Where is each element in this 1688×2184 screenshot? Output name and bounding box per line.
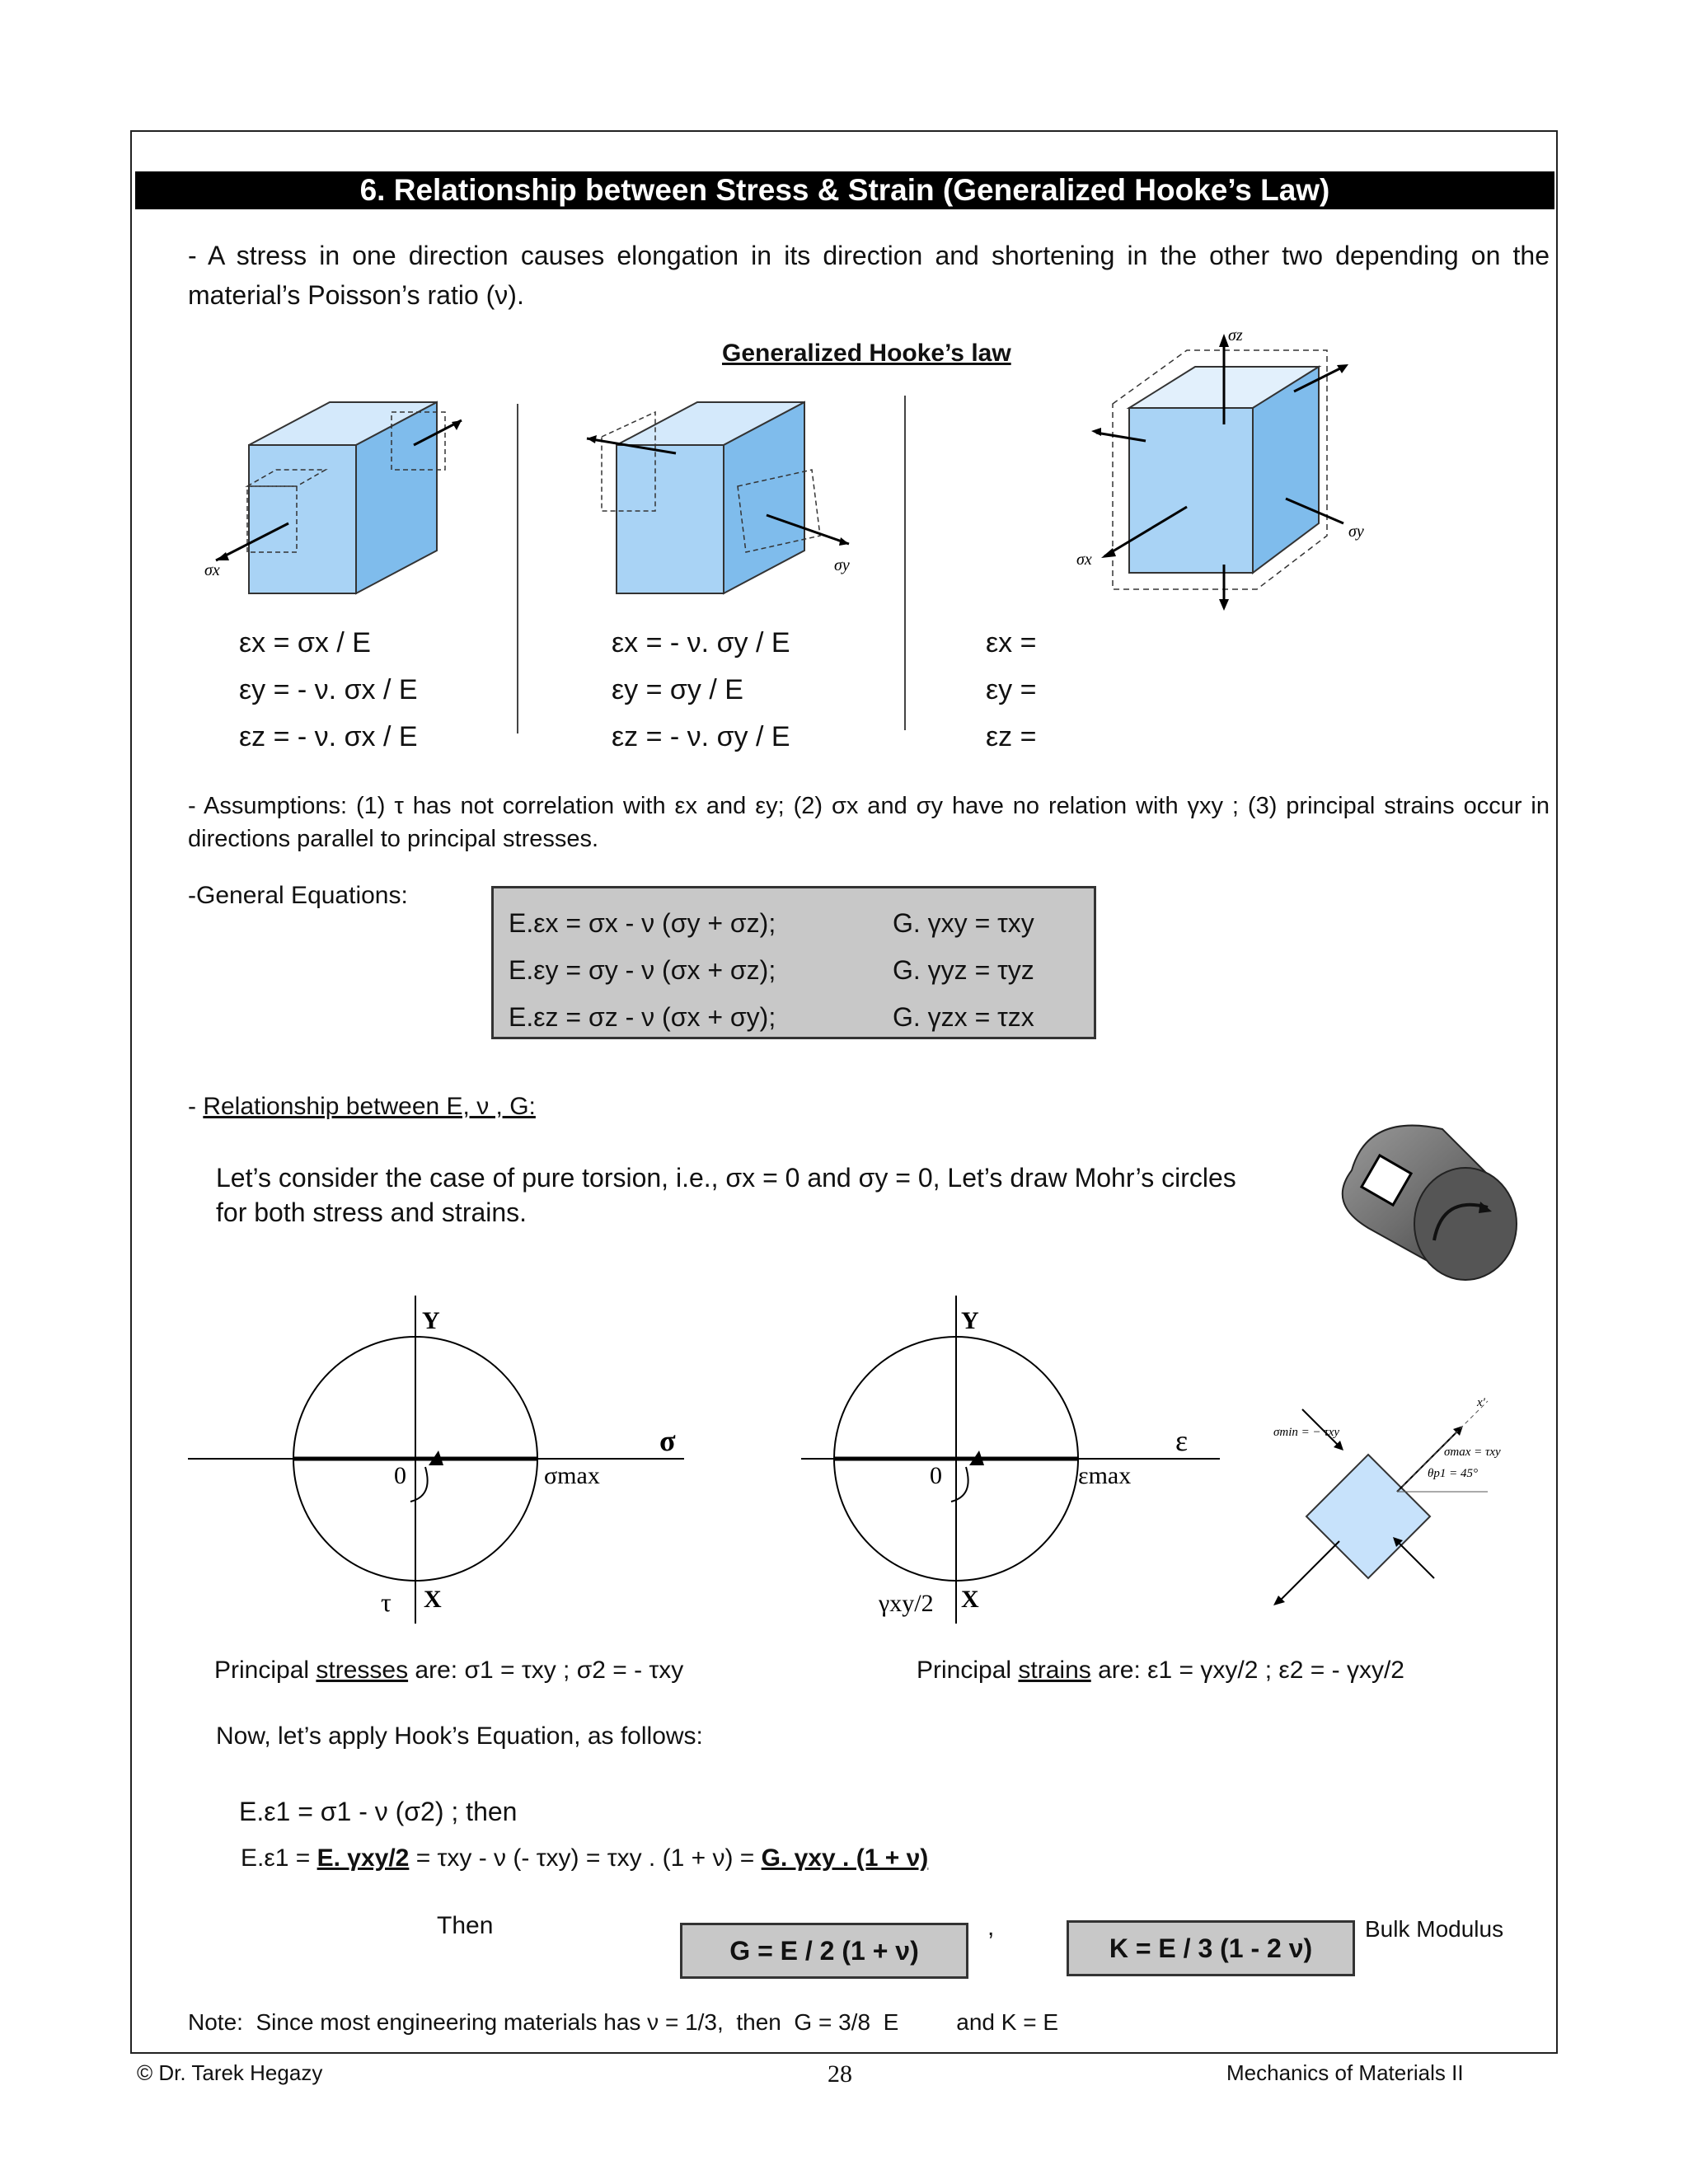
g-formula-box: G = E / 2 (1 + ν) — [680, 1923, 968, 1979]
eq-line: εz = — [986, 721, 1037, 752]
principal-strains: Principal strains are: ε1 = γxy/2 ; ε2 = - γxy/2 — [917, 1657, 1404, 1684]
eq-line: εz = - ν. σy / E — [612, 721, 790, 752]
eq-line: εy = - ν. σx / E — [239, 674, 418, 705]
bulk-modulus-label: Bulk Modulus — [1365, 1916, 1504, 1942]
hooke-line-1: E.ε1 = σ1 - ν (σ2) ; then — [239, 1797, 518, 1826]
mohr-x-label: X — [424, 1586, 442, 1613]
mohr-y-label: Y — [422, 1307, 440, 1334]
sigma-max-element-label: σmax = τxy — [1444, 1446, 1501, 1459]
sigma-y-label-3: σy — [1348, 523, 1364, 541]
figure-title: Generalized Hooke’s law — [722, 340, 1011, 367]
epsilon-max-label: εmax — [1078, 1462, 1132, 1489]
eq-line: εx = σx / E — [239, 627, 371, 658]
note-text: Note: Since most engineering materials has ν = 1/3, then G = 3/8 E and K = E — [188, 2009, 1059, 2035]
general-equations-box — [491, 886, 1096, 1039]
epsilon-axis-label: ε — [1175, 1424, 1189, 1457]
cube-sigma-x-figure — [198, 387, 478, 602]
intro-paragraph: - A stress in one direction causes elongation in its direction and shortening in the other two depending on the material’s Poisson’s ratio (ν). — [188, 241, 1550, 310]
cube-triaxial-figure — [1076, 317, 1385, 614]
assumptions-paragraph: - Assumptions: (1) τ has not correlation with εx and εy; (2) σx and σy have no relation with γxy ; (3) principal strains occur in directions parallel to principal stresses. — [188, 793, 1550, 852]
eq-line: εy = σy / E — [612, 674, 743, 705]
eq-line: G. γyz = τyz — [893, 955, 1034, 985]
k-formula-box: K = E / 3 (1 - 2 ν) — [1067, 1920, 1355, 1976]
eq-line: G. γzx = τzx — [893, 1002, 1034, 1032]
eq-line: εx = - ν. σy / E — [612, 627, 790, 658]
rotated-element-figure — [1261, 1393, 1525, 1599]
torsion-cylinder-figure — [1319, 1104, 1525, 1286]
cube-sigma-y-figure — [577, 387, 857, 602]
sigma-y-label: σy — [834, 556, 850, 574]
eq-line: εy = — [986, 674, 1037, 705]
eq-line: εz = - ν. σx / E — [239, 721, 418, 752]
general-equations-label: -General Equations: — [188, 882, 408, 909]
torsion-line: for both stress and strains. — [216, 1197, 528, 1227]
cube-front — [249, 445, 356, 593]
divider — [904, 396, 906, 730]
section-title: 6. Relationship between Stress & Strain (Generalized Hooke’s Law) — [135, 171, 1554, 209]
tau-label: τ — [381, 1587, 392, 1617]
sigma-x-label-3: σx — [1076, 551, 1092, 569]
gamma-label: γxy/2 — [879, 1590, 934, 1617]
page-number: 28 — [828, 2060, 852, 2088]
eq-line: εx = — [986, 627, 1037, 658]
mohr-y-label: Y — [961, 1307, 979, 1334]
x-prime-label: x′ — [1477, 1396, 1485, 1409]
hooke-line-2: E.ε1 = E. γxy/2 = τxy - ν (- τxy) = τxy . (1 + ν) = G. γxy . (1 + ν) — [241, 1844, 929, 1872]
eq-line: E.εz = σz - ν (σx + σy); — [509, 1002, 776, 1032]
principal-stresses: Principal stresses are: σ1 = τxy ; σ2 = - τxy — [214, 1657, 684, 1684]
comma: , — [987, 1914, 995, 1941]
origin-label: 0 — [394, 1462, 406, 1489]
sigma-z-label: σz — [1228, 326, 1243, 344]
relationship-heading: - Relationship between E, ν , G: — [188, 1093, 536, 1120]
mohr-circle-strain — [799, 1286, 1228, 1632]
theta-label: θp1 = 45° — [1428, 1467, 1478, 1480]
footer-author: © Dr. Tarek Hegazy — [137, 2060, 323, 2085]
origin-label: 0 — [930, 1462, 942, 1489]
then-label: Then — [437, 1912, 494, 1939]
eq-line: E.εx = σx - ν (σy + σz); — [509, 908, 776, 938]
sigma-min-label: σmin = − τxy — [1273, 1426, 1340, 1439]
torsion-line: Let’s consider the case of pure torsion, i.e., σx = 0 and σy = 0, Let’s draw Mohr’s circles — [216, 1163, 1236, 1193]
mohr-x-label: X — [961, 1586, 979, 1613]
sigma-axis-label: σ — [659, 1424, 676, 1457]
strain-column-1 — [239, 620, 418, 761]
footer-course: Mechanics of Materials II — [1226, 2060, 1464, 2085]
apply-text: Now, let’s apply Hook’s Equation, as follows: — [216, 1722, 703, 1750]
torsion-paragraph — [216, 1160, 1236, 1230]
eq-line: G. γxy = τxy — [893, 908, 1034, 938]
strain-column-3 — [986, 620, 1036, 761]
eq-line: E.εy = σy - ν (σx + σz); — [509, 955, 776, 985]
sigma-x-label: σx — [204, 561, 220, 579]
sigma-max-label: σmax — [544, 1462, 600, 1489]
mohr-circle-stress — [181, 1286, 692, 1632]
strain-column-2 — [612, 620, 790, 761]
divider — [517, 404, 518, 733]
